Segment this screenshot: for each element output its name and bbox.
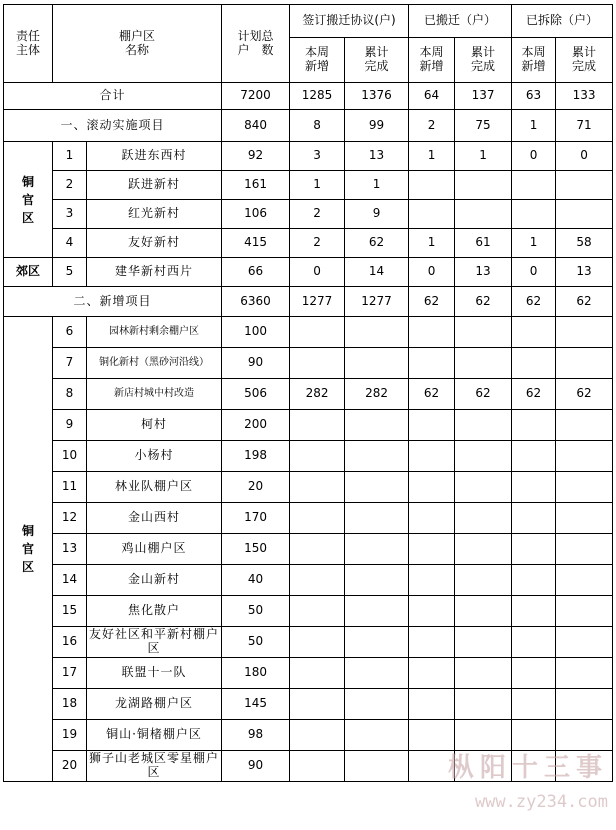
cell-demolished-week: 62 (512, 379, 556, 410)
cell-signed-week (290, 503, 345, 534)
row-number: 15 (53, 596, 87, 627)
table-row (4, 472, 613, 503)
total-demolished-week: 63 (512, 83, 556, 110)
week-label-1: 本周 (521, 45, 546, 60)
cell-plan: 50 (222, 627, 290, 658)
area-name: 新店村城中村改造 (87, 379, 222, 410)
cell-moved-week: 0 (409, 258, 455, 287)
watermark-url: www.zy234.com (474, 792, 608, 812)
cell-moved-cum (455, 534, 512, 565)
cell-signed-cum (345, 596, 409, 627)
total-moved-week: 64 (409, 83, 455, 110)
header-area-line2: 名称 (125, 42, 150, 57)
header-signed-cum (345, 38, 409, 83)
week-label-2: 新增 (305, 59, 330, 73)
total-label: 合计 (4, 83, 222, 110)
week-label-1: 本周 (305, 45, 330, 60)
cell-signed-week (290, 317, 345, 348)
header-signed-week (290, 38, 345, 83)
area-name: 联盟十一队 (87, 658, 222, 689)
section2-label: 二、新增项目 (4, 287, 222, 317)
cell-signed-cum: 62 (345, 229, 409, 258)
cum-label-2: 完成 (572, 59, 597, 73)
table-row (4, 142, 613, 171)
section2-signed-cum: 1277 (345, 287, 409, 317)
cell-plan: 90 (222, 348, 290, 379)
cell-demolished-cum (556, 503, 613, 534)
cell-demolished-week (512, 658, 556, 689)
responsible-char: 区 (21, 210, 34, 225)
section1-plan: 840 (222, 110, 290, 142)
cell-moved-week (409, 689, 455, 720)
total-row (4, 83, 613, 110)
table-row (4, 317, 613, 348)
cell-demolished-week: 1 (512, 229, 556, 258)
responsible-entity (4, 142, 53, 258)
cell-plan: 170 (222, 503, 290, 534)
cell-plan: 200 (222, 410, 290, 441)
table-row (4, 503, 613, 534)
cell-demolished-week (512, 441, 556, 472)
header-area-name (53, 5, 222, 83)
cell-moved-week (409, 441, 455, 472)
cell-moved-week (409, 503, 455, 534)
cell-signed-week: 0 (290, 258, 345, 287)
cell-demolished-week (512, 534, 556, 565)
section2-moved-cum: 62 (455, 287, 512, 317)
cell-signed-cum (345, 751, 409, 782)
cell-demolished-week (512, 596, 556, 627)
cell-moved-cum (455, 565, 512, 596)
cell-moved-week (409, 720, 455, 751)
cell-signed-week: 3 (290, 142, 345, 171)
cell-moved-week: 1 (409, 229, 455, 258)
demolition-progress-table (3, 4, 613, 782)
total-demolished-cum: 133 (556, 83, 613, 110)
cell-signed-cum (345, 689, 409, 720)
cell-signed-week (290, 596, 345, 627)
cell-signed-week: 2 (290, 200, 345, 229)
cell-moved-cum (455, 689, 512, 720)
cell-demolished-week: 0 (512, 258, 556, 287)
cell-moved-cum (455, 472, 512, 503)
row-number: 14 (53, 565, 87, 596)
header-demolished-week (512, 38, 556, 83)
section1-demolished-cum: 71 (556, 110, 613, 142)
header-area-line1: 棚户区 (119, 28, 156, 43)
cell-demolished-cum (556, 534, 613, 565)
area-name: 龙湖路棚户区 (87, 689, 222, 720)
cell-moved-week (409, 472, 455, 503)
cell-signed-week (290, 534, 345, 565)
cum-label-1: 累计 (471, 45, 496, 60)
section1-signed-cum: 99 (345, 110, 409, 142)
header-moved-week (409, 38, 455, 83)
cell-signed-week (290, 720, 345, 751)
cell-moved-week (409, 565, 455, 596)
area-name: 铜化新村（黑砂河沿线） (87, 348, 222, 379)
cell-signed-week (290, 565, 345, 596)
cell-moved-cum: 13 (455, 258, 512, 287)
cell-signed-week (290, 472, 345, 503)
area-name: 焦化散户 (87, 596, 222, 627)
week-label-2: 新增 (419, 59, 444, 73)
cell-plan: 161 (222, 171, 290, 200)
area-name: 林业队棚户区 (87, 472, 222, 503)
section1-signed-week: 8 (290, 110, 345, 142)
header-signed: 签订搬迁协议(户) (290, 5, 409, 38)
cell-moved-week (409, 658, 455, 689)
area-name: 友好社区和平新村棚户区 (87, 627, 222, 658)
week-label-2: 新增 (521, 59, 546, 73)
cell-signed-cum: 14 (345, 258, 409, 287)
cell-plan: 20 (222, 472, 290, 503)
table-row (4, 379, 613, 410)
cell-signed-cum (345, 317, 409, 348)
cell-plan: 150 (222, 534, 290, 565)
row-number: 10 (53, 441, 87, 472)
cell-demolished-cum: 58 (556, 229, 613, 258)
cell-demolished-cum: 0 (556, 142, 613, 171)
cell-signed-cum: 282 (345, 379, 409, 410)
row-number: 12 (53, 503, 87, 534)
header-row-1 (4, 5, 613, 38)
row-number: 11 (53, 472, 87, 503)
section1-moved-week: 2 (409, 110, 455, 142)
watermark-text: 枞阳十三事 (447, 753, 608, 783)
cell-demolished-cum (556, 171, 613, 200)
row-number: 18 (53, 689, 87, 720)
cell-plan: 415 (222, 229, 290, 258)
header-moved: 已搬迁（户） (409, 5, 512, 38)
cell-moved-cum (455, 658, 512, 689)
cell-demolished-week (512, 565, 556, 596)
cell-moved-cum (455, 720, 512, 751)
area-name: 鸡山棚户区 (87, 534, 222, 565)
cell-signed-week (290, 658, 345, 689)
cell-signed-cum (345, 472, 409, 503)
section2-demolished-cum: 62 (556, 287, 613, 317)
row-number: 13 (53, 534, 87, 565)
table-row (4, 200, 613, 229)
cell-demolished-cum (556, 348, 613, 379)
cell-signed-week: 282 (290, 379, 345, 410)
cell-demolished-cum (556, 441, 613, 472)
cell-demolished-week (512, 200, 556, 229)
cell-signed-cum (345, 720, 409, 751)
cum-label-1: 累计 (572, 45, 597, 60)
area-name: 铜山·铜楮棚户区 (87, 720, 222, 751)
area-name: 友好新村 (87, 229, 222, 258)
cell-signed-week (290, 441, 345, 472)
row-number: 20 (53, 751, 87, 782)
cell-demolished-cum (556, 720, 613, 751)
cell-moved-week (409, 171, 455, 200)
responsible-char: 铜 (21, 174, 34, 189)
area-name: 金山新村 (87, 565, 222, 596)
cell-signed-cum (345, 410, 409, 441)
header-demolished: 已拆除（户） (512, 5, 613, 38)
cell-demolished-cum (556, 689, 613, 720)
table-row (4, 720, 613, 751)
cell-plan: 90 (222, 751, 290, 782)
cell-demolished-week (512, 348, 556, 379)
responsible-char: 官 (21, 192, 34, 207)
header-plan-total (222, 5, 290, 83)
cum-label-2: 完成 (364, 59, 389, 73)
cell-moved-week (409, 348, 455, 379)
table-row (4, 627, 613, 658)
cell-signed-week (290, 751, 345, 782)
cell-moved-week (409, 410, 455, 441)
section2-plan: 6360 (222, 287, 290, 317)
cell-demolished-week (512, 171, 556, 200)
cell-moved-week: 1 (409, 142, 455, 171)
area-name: 金山西村 (87, 503, 222, 534)
cell-signed-cum (345, 658, 409, 689)
table-row (4, 410, 613, 441)
header-responsible-line2: 主体 (15, 42, 40, 57)
header-responsible (4, 5, 53, 83)
cell-demolished-cum (556, 658, 613, 689)
cell-demolished-cum: 62 (556, 379, 613, 410)
cell-signed-week (290, 410, 345, 441)
table-row (4, 565, 613, 596)
table-row (4, 229, 613, 258)
cell-plan: 106 (222, 200, 290, 229)
cell-moved-cum (455, 410, 512, 441)
section1-demolished-week: 1 (512, 110, 556, 142)
cell-signed-cum (345, 348, 409, 379)
section2-moved-week: 62 (409, 287, 455, 317)
cell-demolished-cum (556, 565, 613, 596)
cell-demolished-cum (556, 627, 613, 658)
cell-moved-cum: 62 (455, 379, 512, 410)
cell-moved-cum: 61 (455, 229, 512, 258)
cell-demolished-week (512, 410, 556, 441)
area-name: 小杨村 (87, 441, 222, 472)
area-name: 跃进新村 (87, 171, 222, 200)
area-name: 建华新村西片 (87, 258, 222, 287)
week-label-1: 本周 (419, 45, 444, 60)
cell-moved-cum (455, 171, 512, 200)
total-signed-cum: 1376 (345, 83, 409, 110)
cell-signed-week (290, 627, 345, 658)
table-row (4, 441, 613, 472)
responsible-char: 铜 (21, 524, 34, 538)
cell-signed-week (290, 348, 345, 379)
area-name: 园林新村剩余棚户区 (87, 317, 222, 348)
section2-signed-week: 1277 (290, 287, 345, 317)
cell-demolished-cum (556, 596, 613, 627)
cell-moved-week: 62 (409, 379, 455, 410)
cum-label-1: 累计 (364, 45, 389, 60)
total-signed-week: 1285 (290, 83, 345, 110)
cell-demolished-week (512, 720, 556, 751)
cell-plan: 506 (222, 379, 290, 410)
cell-signed-cum: 13 (345, 142, 409, 171)
section1-label: 一、滚动实施项目 (4, 110, 222, 142)
cell-plan: 50 (222, 596, 290, 627)
header-plan-line1: 计划总 (237, 28, 274, 43)
cell-signed-cum (345, 503, 409, 534)
area-name: 跃进东西村 (87, 142, 222, 171)
cell-signed-cum: 9 (345, 200, 409, 229)
cell-moved-cum (455, 596, 512, 627)
table-row (4, 596, 613, 627)
cell-demolished-cum (556, 410, 613, 441)
cell-demolished-week (512, 503, 556, 534)
table-row (4, 348, 613, 379)
row-number: 5 (53, 258, 87, 287)
cell-signed-cum: 1 (345, 171, 409, 200)
total-plan: 7200 (222, 83, 290, 110)
cell-signed-cum (345, 534, 409, 565)
section2-row (4, 287, 613, 317)
cell-moved-cum (455, 441, 512, 472)
responsible-char: 区 (21, 560, 34, 574)
cell-signed-week (290, 689, 345, 720)
cell-signed-cum (345, 565, 409, 596)
table-row (4, 258, 613, 287)
table-row (4, 171, 613, 200)
row-number: 17 (53, 658, 87, 689)
cell-moved-week (409, 200, 455, 229)
section1-row (4, 110, 613, 142)
cell-demolished-week (512, 627, 556, 658)
cell-plan: 40 (222, 565, 290, 596)
area-name: 柯村 (87, 410, 222, 441)
table-row (4, 658, 613, 689)
total-moved-cum: 137 (455, 83, 512, 110)
cell-moved-cum: 1 (455, 142, 512, 171)
row-number: 7 (53, 348, 87, 379)
cell-moved-cum (455, 317, 512, 348)
cell-moved-cum (455, 627, 512, 658)
row-number: 1 (53, 142, 87, 171)
cell-plan: 180 (222, 658, 290, 689)
cell-moved-week (409, 596, 455, 627)
cell-plan: 198 (222, 441, 290, 472)
row-number: 2 (53, 171, 87, 200)
header-demolished-cum (556, 38, 613, 83)
cell-demolished-cum (556, 200, 613, 229)
cum-label-2: 完成 (471, 59, 496, 73)
row-number: 9 (53, 410, 87, 441)
cell-plan: 100 (222, 317, 290, 348)
row-number: 16 (53, 627, 87, 658)
cell-moved-cum (455, 200, 512, 229)
cell-moved-cum (455, 348, 512, 379)
area-name: 狮子山老城区零星棚户区 (87, 751, 222, 782)
section1-moved-cum: 75 (455, 110, 512, 142)
cell-demolished-week: 0 (512, 142, 556, 171)
cell-signed-cum (345, 441, 409, 472)
row-number: 19 (53, 720, 87, 751)
table-row (4, 689, 613, 720)
header-moved-cum (455, 38, 512, 83)
area-name: 红光新村 (87, 200, 222, 229)
section2-demolished-week: 62 (512, 287, 556, 317)
cell-demolished-week (512, 317, 556, 348)
header-responsible-line1: 责任 (15, 28, 40, 43)
header-plan-line2: 户 数 (237, 42, 274, 57)
cell-moved-week (409, 627, 455, 658)
cell-signed-week: 1 (290, 171, 345, 200)
cell-plan: 145 (222, 689, 290, 720)
row-number: 4 (53, 229, 87, 258)
row-number: 3 (53, 200, 87, 229)
cell-demolished-week (512, 689, 556, 720)
cell-demolished-cum (556, 472, 613, 503)
cell-signed-week: 2 (290, 229, 345, 258)
cell-signed-cum (345, 627, 409, 658)
row-number: 6 (53, 317, 87, 348)
cell-moved-cum (455, 503, 512, 534)
table-row (4, 534, 613, 565)
cell-demolished-cum: 13 (556, 258, 613, 287)
cell-plan: 92 (222, 142, 290, 171)
responsible-entity: 郊区 (4, 258, 53, 287)
cell-plan: 66 (222, 258, 290, 287)
cell-plan: 98 (222, 720, 290, 751)
responsible-char: 官 (21, 542, 34, 556)
cell-moved-week (409, 534, 455, 565)
responsible-entity (4, 317, 53, 782)
row-number: 8 (53, 379, 87, 410)
cell-demolished-week (512, 472, 556, 503)
cell-demolished-cum (556, 317, 613, 348)
cell-moved-week (409, 317, 455, 348)
